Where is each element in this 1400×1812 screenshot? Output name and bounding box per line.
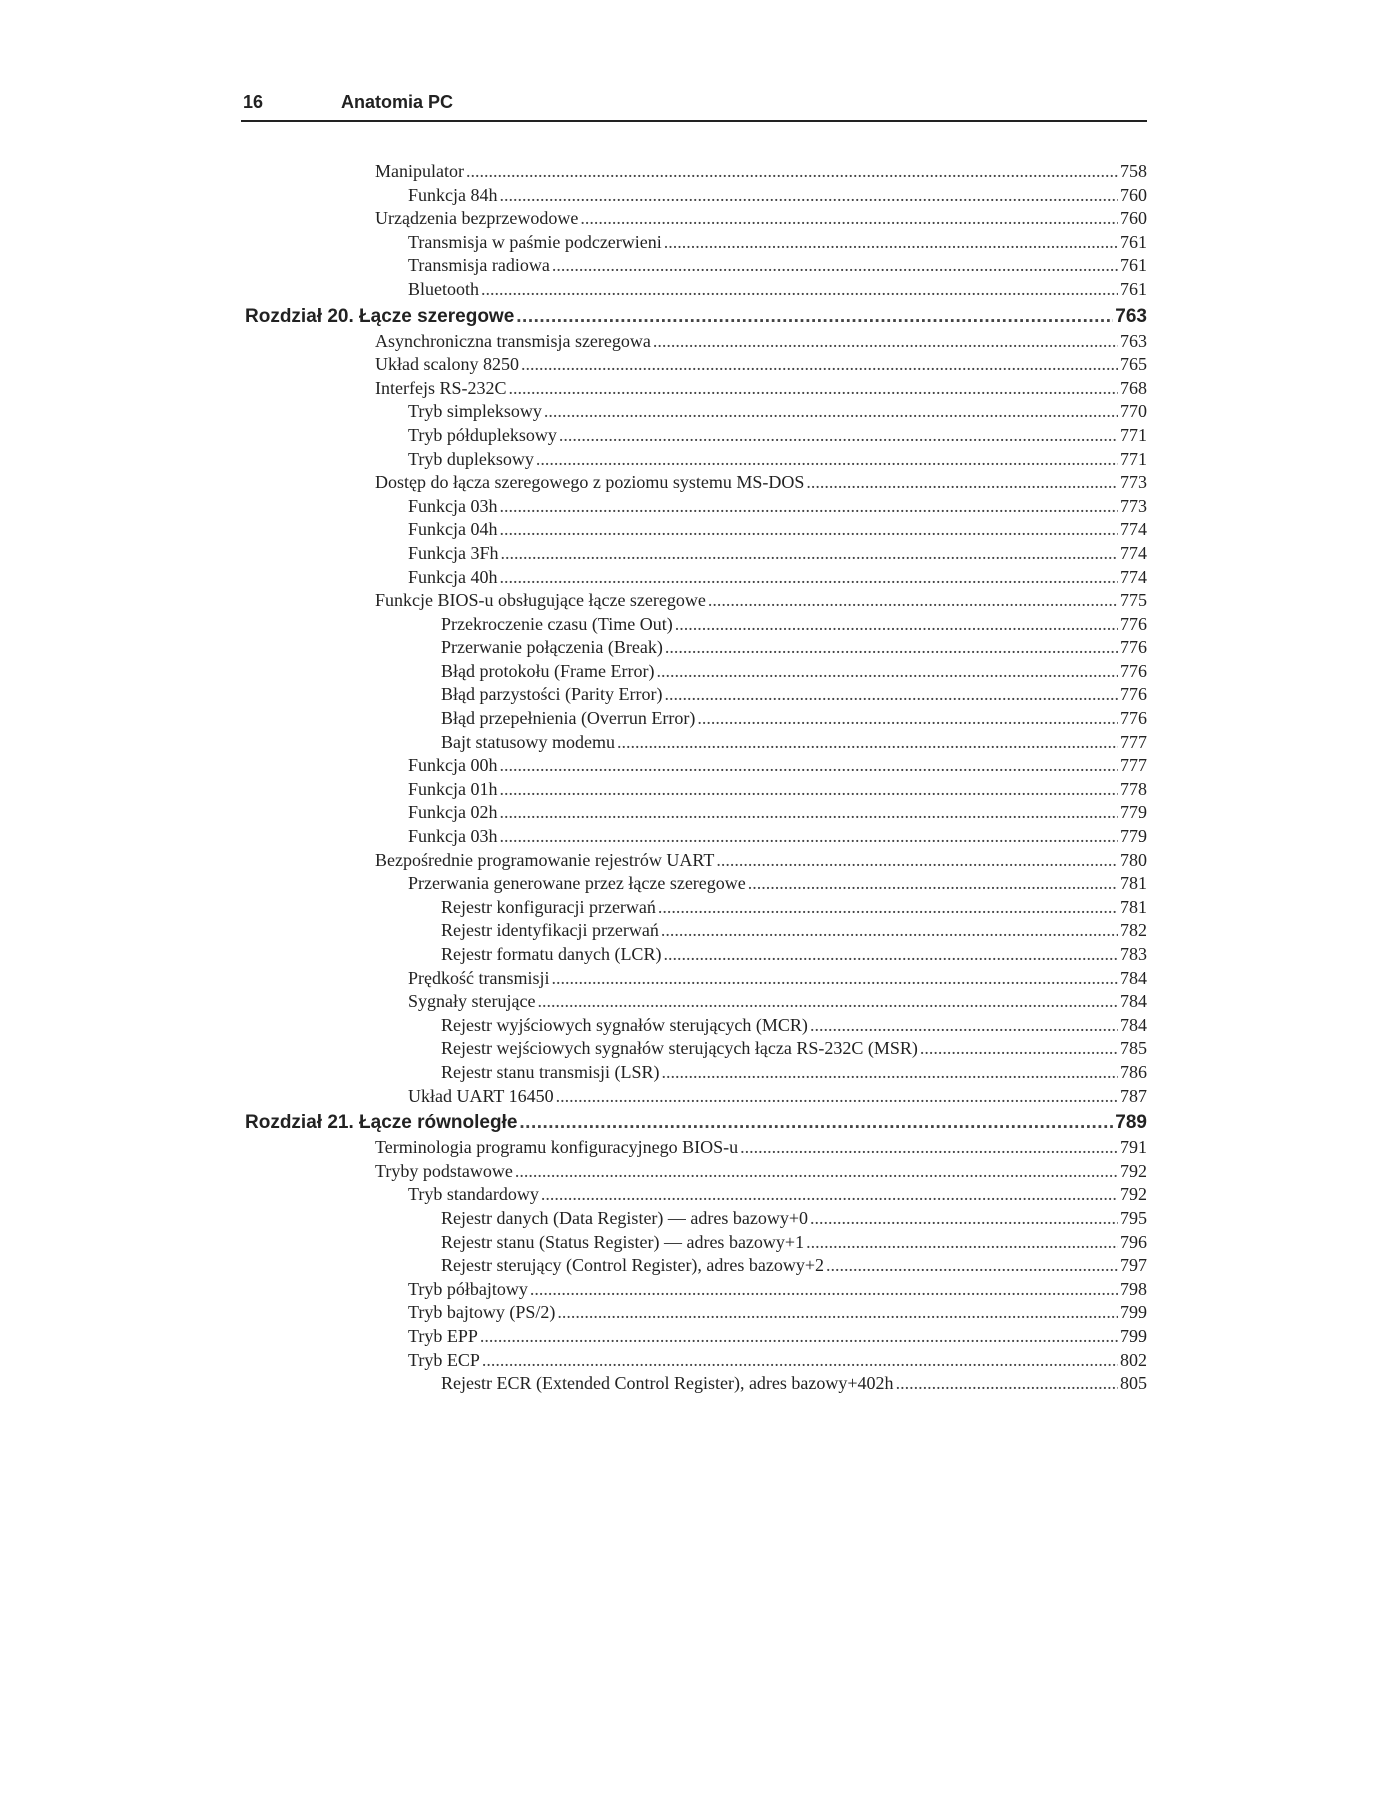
- toc-entry-title: Rejestr stanu (Status Register) — adres bazowy+1: [441, 1231, 805, 1252]
- toc-entry: [245, 754, 1147, 778]
- dot-leader: [556, 1085, 1118, 1109]
- dot-leader: [500, 184, 1119, 208]
- toc-entry-page: 792: [1120, 1184, 1147, 1205]
- dot-leader: [559, 424, 1118, 448]
- toc-entry: [245, 254, 1147, 278]
- toc-entry-title: Błąd protokołu (Frame Error): [441, 660, 655, 681]
- toc-entry-page: 786: [1120, 1061, 1147, 1082]
- toc-entry-page: 785: [1120, 1038, 1147, 1059]
- toc-entry-title: Funkcja 3Fh: [408, 542, 499, 563]
- toc-entry-page: 776: [1120, 660, 1147, 681]
- toc-entry-page: 776: [1120, 613, 1147, 634]
- toc-entry-page: 765: [1120, 354, 1147, 375]
- toc-entry: [245, 683, 1147, 707]
- toc-entry: [245, 1085, 1147, 1109]
- toc-entry-page: 760: [1120, 208, 1147, 229]
- toc-entry-page: 782: [1120, 920, 1147, 941]
- dot-leader: [617, 731, 1118, 755]
- toc-entry-page: 792: [1120, 1160, 1147, 1181]
- toc-entry-title: Funkcja 03h: [408, 495, 498, 516]
- toc-entry-page: 761: [1120, 231, 1147, 252]
- dot-leader: [810, 1207, 1118, 1231]
- toc-entry: [245, 731, 1147, 755]
- toc-entry-title: Układ UART 16450: [408, 1085, 554, 1106]
- dot-leader: [740, 1136, 1118, 1160]
- toc-entry-title: Terminologia programu konfiguracyjnego BIOS-u: [375, 1137, 739, 1158]
- toc-entry-title: Dostęp do łącza szeregowego z poziomu systemu MS-DOS: [375, 472, 805, 493]
- toc-entry-title: Funkcja 84h: [408, 184, 498, 205]
- dot-leader: [896, 1372, 1118, 1396]
- dot-leader: [481, 278, 1118, 302]
- toc-entry-title: Tryb bajtowy (PS/2): [408, 1302, 556, 1323]
- dot-leader: [665, 636, 1118, 660]
- dot-leader: [552, 967, 1119, 991]
- dot-leader: [661, 1061, 1118, 1085]
- toc-entry-page: 773: [1120, 495, 1147, 516]
- toc-entry-page: 777: [1120, 731, 1147, 752]
- dot-leader: [521, 353, 1118, 377]
- dot-leader: [500, 518, 1119, 542]
- toc-entry-page: 783: [1120, 944, 1147, 964]
- dot-leader: [516, 302, 1113, 332]
- toc-entry: [245, 231, 1147, 255]
- toc-entry-page: 763: [1120, 330, 1147, 351]
- dot-leader: [501, 542, 1118, 566]
- toc-entry-page: 768: [1120, 377, 1147, 398]
- toc-entry-title: Tryb półdupleksowy: [408, 424, 557, 445]
- toc-entry-title: Transmisja radiowa: [408, 255, 550, 276]
- dot-leader: [716, 849, 1118, 873]
- toc-entry-page: 771: [1120, 424, 1147, 445]
- toc-entry-page: 758: [1120, 161, 1147, 181]
- dot-leader: [664, 683, 1118, 707]
- dot-leader: [653, 330, 1118, 354]
- toc-entry-title: Funkcje BIOS-u obsługujące łącze szeregowe: [375, 590, 706, 611]
- toc-entry-title: Funkcja 03h: [408, 826, 498, 847]
- dot-leader: [508, 377, 1118, 401]
- toc-entry: [245, 801, 1147, 825]
- toc-entry-title: Funkcja 01h: [408, 778, 498, 799]
- toc-entry-title: Błąd parzystości (Parity Error): [441, 684, 663, 705]
- toc-entry: [245, 636, 1147, 660]
- toc-entry: [245, 1160, 1147, 1184]
- dot-leader: [500, 495, 1119, 519]
- chapter-entry: [245, 1108, 1147, 1136]
- toc-entry: [245, 1061, 1147, 1085]
- toc-entry-page: 770: [1120, 401, 1147, 422]
- toc-entry-title: Bajt statusowy modemu: [441, 731, 615, 752]
- toc-entry: [245, 400, 1147, 424]
- toc-entry-title: Tryby podstawowe: [375, 1160, 513, 1181]
- toc-entry: [245, 1183, 1147, 1207]
- dot-leader: [708, 589, 1118, 613]
- toc-entry: [245, 943, 1147, 967]
- toc-entry: [245, 424, 1147, 448]
- book-title: Anatomia PC: [341, 92, 454, 112]
- dot-leader: [664, 231, 1118, 255]
- dot-leader: [748, 872, 1118, 896]
- toc-entry: [245, 896, 1147, 920]
- toc-entry-page: 805: [1120, 1373, 1147, 1394]
- toc-entry-page: 760: [1120, 184, 1147, 205]
- dot-leader: [541, 1183, 1118, 1207]
- toc-entry-title: Rejestr formatu danych (LCR): [441, 944, 662, 964]
- toc-entry-page: 787: [1120, 1085, 1147, 1106]
- toc-entry-page: 773: [1120, 472, 1147, 493]
- toc-entry-page: 763: [1115, 305, 1147, 327]
- dot-leader: [810, 1014, 1118, 1038]
- toc-entry-title: Tryb ECP: [408, 1349, 480, 1370]
- toc-entry-page: 798: [1120, 1278, 1147, 1299]
- toc-entry-title: Manipulator: [375, 161, 464, 181]
- toc-entry-title: Przerwania generowane przez łącze szeregowe: [408, 873, 746, 894]
- toc-entry: [245, 495, 1147, 519]
- toc-entry-page: 781: [1120, 873, 1147, 894]
- toc-entry-title: Tryb półbajtowy: [408, 1278, 528, 1299]
- toc-entry-title: Bluetooth: [408, 278, 479, 299]
- toc-entry: [245, 1301, 1147, 1325]
- toc-entry: [245, 1349, 1147, 1373]
- dot-leader: [826, 1254, 1118, 1278]
- dot-leader: [658, 896, 1118, 920]
- toc-entry: [245, 967, 1147, 991]
- toc-entry-title: Rejestr danych (Data Register) — adres bazowy+0: [441, 1207, 809, 1228]
- dot-leader: [806, 1231, 1118, 1255]
- dot-leader: [552, 254, 1118, 278]
- toc-entry-page: 781: [1120, 896, 1147, 917]
- toc-entry-title: Tryb EPP: [408, 1325, 478, 1346]
- toc-entry: [245, 660, 1147, 684]
- toc-entry-title: Układ scalony 8250: [375, 354, 519, 375]
- table-of-contents: [245, 160, 1147, 1396]
- toc-entry-page: 774: [1120, 542, 1147, 563]
- toc-entry-page: 784: [1120, 1014, 1147, 1035]
- toc-entry-page: 779: [1120, 826, 1147, 847]
- toc-entry-page: 761: [1120, 278, 1147, 299]
- toc-entry: [245, 589, 1147, 613]
- toc-entry-page: 799: [1120, 1302, 1147, 1323]
- toc-entry: [245, 1372, 1147, 1396]
- toc-entry-title: Rejestr sterujący (Control Register), adres bazowy+2: [441, 1255, 825, 1276]
- dot-leader: [920, 1037, 1118, 1061]
- toc-entry-title: Rejestr wejściowych sygnałów sterujących łącza RS-232C (MSR): [441, 1038, 918, 1059]
- toc-entry: [245, 1254, 1147, 1278]
- dot-leader: [663, 943, 1118, 967]
- toc-entry: [245, 919, 1147, 943]
- toc-entry-page: 791: [1120, 1137, 1147, 1158]
- dot-leader: [656, 660, 1118, 684]
- page-number: 16: [243, 92, 264, 112]
- toc-entry-title: Funkcja 04h: [408, 519, 498, 540]
- dot-leader: [482, 1349, 1118, 1373]
- toc-entry: [245, 518, 1147, 542]
- toc-entry: [245, 613, 1147, 637]
- toc-entry-title: Błąd przepełnienia (Overrun Error): [441, 708, 696, 729]
- toc-entry: [245, 707, 1147, 731]
- toc-entry-page: 799: [1120, 1325, 1147, 1346]
- toc-entry-title: Tryb simpleksowy: [408, 401, 542, 422]
- toc-entry-title: Funkcja 02h: [408, 802, 498, 823]
- toc-entry: [245, 1207, 1147, 1231]
- toc-entry-title: Przekroczenie czasu (Time Out): [441, 613, 673, 634]
- toc-entry: [245, 1014, 1147, 1038]
- toc-entry-page: 777: [1120, 755, 1147, 776]
- dot-leader: [557, 1301, 1118, 1325]
- dot-leader: [530, 1278, 1118, 1302]
- toc-entry-page: 802: [1120, 1349, 1147, 1370]
- toc-entry: [245, 872, 1147, 896]
- toc-entry: [245, 278, 1147, 302]
- dot-leader: [519, 1108, 1113, 1138]
- toc-entry-page: 774: [1120, 566, 1147, 587]
- toc-entry-title: Rozdział 21. Łącze równoległe: [245, 1112, 518, 1134]
- dot-leader: [515, 1160, 1118, 1184]
- toc-entry-title: Tryb standardowy: [408, 1184, 539, 1205]
- toc-entry-title: Interfejs RS-232C: [375, 377, 507, 398]
- toc-entry-title: Prędkość transmisji: [408, 967, 550, 988]
- toc-entry: [245, 990, 1147, 1014]
- toc-entry-page: 795: [1120, 1207, 1147, 1228]
- toc-entry-page: 796: [1120, 1231, 1147, 1252]
- toc-entry-title: Rejestr identyfikacji przerwań: [441, 920, 659, 941]
- toc-entry-page: 776: [1120, 684, 1147, 705]
- toc-entry-page: 797: [1120, 1255, 1147, 1276]
- toc-entry-page: 789: [1115, 1112, 1147, 1134]
- toc-entry-title: Funkcja 00h: [408, 755, 498, 776]
- toc-entry: [245, 1278, 1147, 1302]
- toc-entry-page: 775: [1120, 590, 1147, 611]
- toc-entry-page: 761: [1120, 255, 1147, 276]
- toc-entry: [245, 330, 1147, 354]
- toc-entry-page: 776: [1120, 708, 1147, 729]
- toc-entry: [245, 1231, 1147, 1255]
- toc-entry-page: 784: [1120, 991, 1147, 1012]
- toc-entry: [245, 1037, 1147, 1061]
- toc-entry: [245, 207, 1147, 231]
- toc-entry-page: 774: [1120, 519, 1147, 540]
- toc-entry-title: Rejestr ECR (Extended Control Register), adres bazowy+402h: [441, 1373, 894, 1394]
- toc-entry: [245, 471, 1147, 495]
- dot-leader: [500, 566, 1119, 590]
- toc-entry-page: 780: [1120, 849, 1147, 870]
- toc-entry-title: Rozdział 20. Łącze szeregowe: [245, 305, 515, 327]
- toc-entry-title: Przerwanie połączenia (Break): [441, 637, 663, 658]
- toc-entry: [245, 849, 1147, 873]
- dot-leader: [675, 613, 1118, 637]
- dot-leader: [500, 801, 1119, 825]
- toc-entry: [245, 825, 1147, 849]
- toc-entry-page: 771: [1120, 448, 1147, 469]
- toc-entry: [245, 448, 1147, 472]
- dot-leader: [500, 825, 1119, 849]
- page-header: [241, 92, 1147, 122]
- toc-entry-title: Funkcja 40h: [408, 566, 498, 587]
- dot-leader: [536, 448, 1118, 472]
- toc-entry-title: Bezpośrednie programowanie rejestrów UART: [375, 849, 715, 870]
- dot-leader: [500, 778, 1119, 802]
- toc-entry-title: Rejestr wyjściowych sygnałów sterujących (MCR): [441, 1014, 808, 1035]
- dot-leader: [500, 754, 1119, 778]
- dot-leader: [697, 707, 1118, 731]
- dot-leader: [806, 471, 1118, 495]
- toc-entry: [245, 1136, 1147, 1160]
- toc-entry-title: Asynchroniczna transmisja szeregowa: [375, 330, 651, 351]
- toc-entry: [245, 566, 1147, 590]
- dot-leader: [580, 207, 1118, 231]
- toc-entry-title: Rejestr stanu transmisji (LSR): [441, 1061, 660, 1082]
- toc-entry-page: 778: [1120, 778, 1147, 799]
- toc-entry-page: 776: [1120, 637, 1147, 658]
- dot-leader: [661, 919, 1118, 943]
- toc-entry-page: 784: [1120, 967, 1147, 988]
- chapter-entry: [245, 302, 1147, 330]
- toc-entry: [245, 1325, 1147, 1349]
- toc-entry-page: 779: [1120, 802, 1147, 823]
- toc-entry: [245, 778, 1147, 802]
- dot-leader: [537, 990, 1118, 1014]
- dot-leader: [544, 400, 1118, 424]
- toc-entry: [245, 160, 1147, 184]
- toc-entry: [245, 377, 1147, 401]
- toc-entry-title: Transmisja w paśmie podczerwieni: [408, 231, 662, 252]
- toc-entry-title: Urządzenia bezprzewodowe: [375, 208, 579, 229]
- toc-entry: [245, 353, 1147, 377]
- toc-entry-title: Sygnały sterujące: [408, 991, 536, 1012]
- dot-leader: [480, 1325, 1118, 1349]
- toc-entry: [245, 184, 1147, 208]
- toc-entry-title: Rejestr konfiguracji przerwań: [441, 896, 656, 917]
- toc-entry: [245, 542, 1147, 566]
- dot-leader: [466, 160, 1118, 184]
- toc-entry-title: Tryb dupleksowy: [408, 448, 534, 469]
